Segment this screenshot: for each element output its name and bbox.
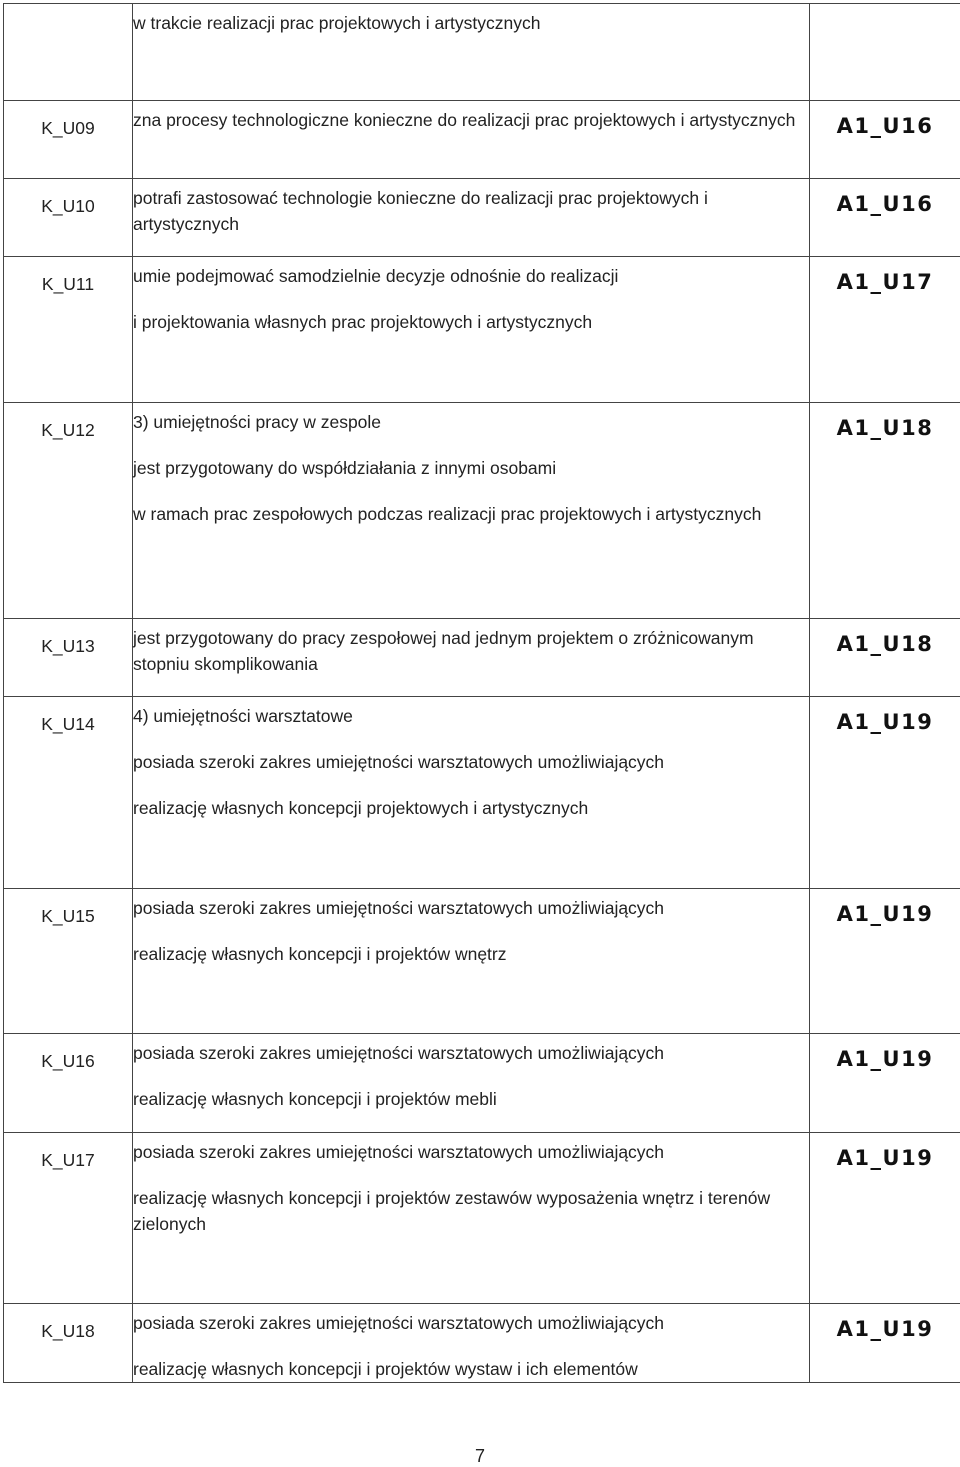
table-row <box>4 179 960 257</box>
outcome-description-line: w ramach prac zespołowych podczas realizacji prac projektowych i artystycznych <box>133 504 762 524</box>
outcome-description-line: realizację własnych koncepcji i projektów wystaw i ich elementów <box>133 1359 638 1379</box>
reference-code: A1_U19 <box>836 1146 934 1170</box>
table-row <box>4 1304 960 1383</box>
outcome-code-cell <box>4 179 133 257</box>
reference-code-cell <box>810 697 960 889</box>
reference-code: A1_U18 <box>836 416 934 440</box>
outcome-description-cell <box>133 1034 810 1133</box>
outcome-code-cell <box>4 697 133 889</box>
outcome-code <box>4 4 132 18</box>
outcome-code-cell <box>4 101 133 179</box>
reference-code-cell <box>810 619 960 697</box>
outcome-code-cell <box>4 1034 133 1133</box>
reference-code: A1_U16 <box>836 114 934 138</box>
reference-code-cell <box>810 403 960 619</box>
table-row <box>4 101 960 179</box>
outcome-code-cell <box>4 257 133 403</box>
outcome-description-cell <box>133 1304 810 1383</box>
table-row <box>4 1133 960 1304</box>
outcome-description-line: realizację własnych koncepcji i projektów mebli <box>133 1089 497 1109</box>
outcome-description-cell <box>133 179 810 257</box>
reference-code: A1_U19 <box>836 1317 934 1341</box>
reference-code: A1_U16 <box>836 192 934 216</box>
outcome-description-line: umie podejmować samodzielnie decyzje odnośnie do realizacji <box>133 266 619 286</box>
outcome-description-line: 3) umiejętności pracy w zespole <box>133 412 382 432</box>
outcome-description-line: posiada szeroki zakres umiejętności warsztatowych umożliwiających <box>133 1142 665 1162</box>
outcome-code-cell <box>4 4 133 101</box>
reference-code-cell <box>810 179 960 257</box>
reference-code: A1_U19 <box>836 1047 934 1071</box>
outcome-description-cell <box>133 619 810 697</box>
table-row <box>4 1034 960 1133</box>
outcome-code: K_U16 <box>41 1051 95 1071</box>
outcome-code-cell <box>4 1133 133 1304</box>
outcome-code-cell <box>4 889 133 1034</box>
outcome-description-line: posiada szeroki zakres umiejętności warsztatowych umożliwiających <box>133 1313 665 1333</box>
outcome-code: K_U18 <box>41 1321 95 1341</box>
outcome-code-cell <box>4 403 133 619</box>
outcome-code: K_U09 <box>41 118 95 138</box>
reference-code-cell <box>810 1133 960 1304</box>
outcome-description-line: posiada szeroki zakres umiejętności warsztatowych umożliwiających <box>133 752 665 772</box>
reference-code-cell <box>810 4 960 101</box>
outcome-code: K_U10 <box>41 196 95 216</box>
reference-code: A1_U17 <box>836 270 934 294</box>
outcome-description-cell <box>133 1133 810 1304</box>
outcome-description-line: realizację własnych koncepcji i projektów wnętrz <box>133 944 507 964</box>
reference-code: A1_U18 <box>836 632 934 656</box>
outcome-description-line: posiada szeroki zakres umiejętności warsztatowych umożliwiających <box>133 1043 665 1063</box>
outcome-description-line: w trakcie realizacji prac projektowych i artystycznych <box>133 13 541 33</box>
outcome-description-line: i projektowania własnych prac projektowych i artystycznych <box>133 312 593 332</box>
outcome-description-line: jest przygotowany do pracy zespołowej nad jednym projektem o zróżnicowanym stopniu skomplikowania <box>133 628 754 674</box>
outcome-description-line: realizację własnych koncepcji projektowych i artystycznych <box>133 798 589 818</box>
outcome-description-line: 4) umiejętności warsztatowe <box>133 706 353 726</box>
table-row <box>4 403 960 619</box>
reference-code-cell <box>810 101 960 179</box>
outcome-code: K_U15 <box>41 906 95 926</box>
reference-code-cell <box>810 1034 960 1133</box>
outcome-description-cell <box>133 101 810 179</box>
reference-code-cell <box>810 1304 960 1383</box>
outcome-description-cell <box>133 889 810 1034</box>
outcome-code-cell <box>4 1304 133 1383</box>
outcome-code-cell <box>4 619 133 697</box>
learning-outcomes-body <box>4 4 960 1383</box>
outcome-description-line: posiada szeroki zakres umiejętności warsztatowych umożliwiających <box>133 898 665 918</box>
page-number: 7 <box>474 1446 485 1466</box>
outcome-code: K_U14 <box>41 714 95 734</box>
reference-code-cell <box>810 889 960 1034</box>
outcome-code: K_U17 <box>41 1150 95 1170</box>
outcome-code: K_U11 <box>41 274 95 294</box>
table-row <box>4 697 960 889</box>
reference-code: A1_U19 <box>836 902 934 926</box>
outcome-description-line: potrafi zastosować technologie konieczne do realizacji prac projektowych i artystycznych <box>133 188 708 234</box>
outcome-code: K_U12 <box>41 420 95 440</box>
outcome-description-cell <box>133 4 810 101</box>
outcome-description-line: jest przygotowany do współdziałania z innymi osobami <box>133 458 557 478</box>
reference-code-cell <box>810 257 960 403</box>
table-row <box>4 619 960 697</box>
table-row <box>4 257 960 403</box>
learning-outcomes-table <box>3 3 960 1383</box>
outcome-description-cell <box>133 257 810 403</box>
outcome-code: K_U13 <box>41 636 95 656</box>
outcome-description-line: zna procesy technologiczne konieczne do realizacji prac projektowych i artystycznych <box>133 110 796 130</box>
outcome-description-cell <box>133 697 810 889</box>
outcome-description-cell <box>133 403 810 619</box>
table-row <box>4 889 960 1034</box>
outcome-description-line: realizację własnych koncepcji i projektów zestawów wyposażenia wnętrz i terenów zielonych <box>133 1188 771 1234</box>
reference-code <box>810 4 960 16</box>
table-row <box>4 4 960 101</box>
reference-code: A1_U19 <box>836 710 934 734</box>
